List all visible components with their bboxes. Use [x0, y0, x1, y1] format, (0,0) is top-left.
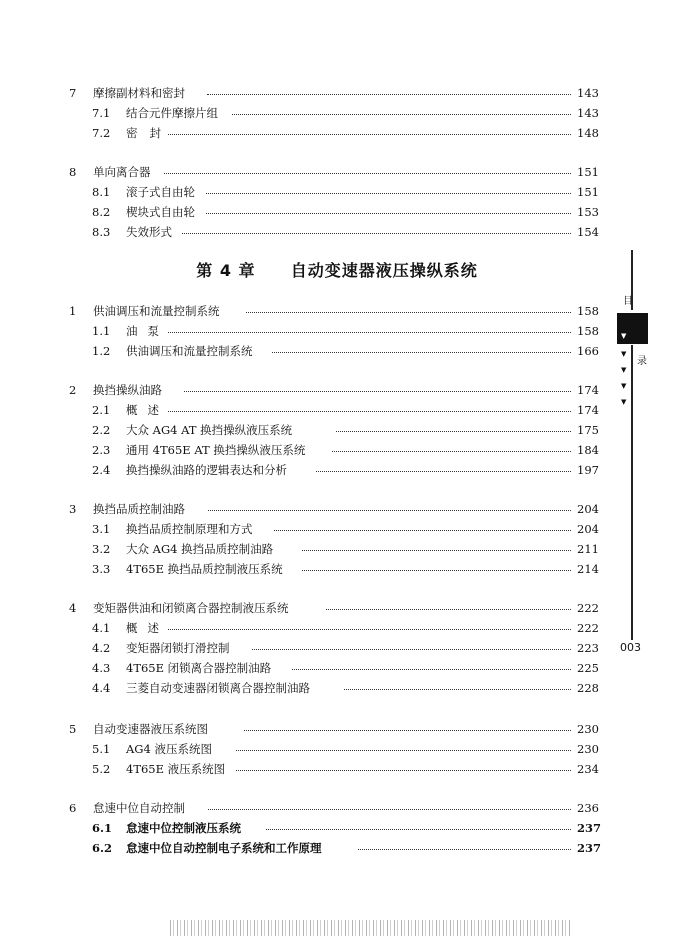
triangle-marker-icon: ▼ [621, 382, 627, 390]
toc-subentry [0, 679, 674, 697]
entry-number: 5 [69, 722, 77, 736]
dot-leader [168, 134, 571, 135]
dot-leader [244, 730, 571, 731]
entry-number: 1.1 [92, 324, 111, 338]
entry-title: 换挡品质控制原理和方式 [126, 522, 253, 536]
toc-subentry [0, 203, 674, 221]
toc-subentry [0, 639, 674, 657]
toc-subentry [0, 322, 674, 340]
entry-number: 8.3 [92, 225, 111, 239]
dot-leader [274, 530, 571, 531]
toc-subentry [0, 760, 674, 778]
entry-number: 4.2 [92, 641, 111, 655]
dot-leader [272, 352, 571, 353]
entry-number: 7 [69, 86, 77, 100]
toc-subentry [0, 540, 674, 558]
toc-entry [0, 381, 674, 399]
entry-title: 怠速中位自动控制 [93, 801, 185, 815]
toc-subentry [0, 839, 674, 857]
entry-number: 4.3 [92, 661, 111, 675]
entry-page: 143 [577, 106, 599, 120]
dot-leader [182, 233, 571, 234]
toc-entry [0, 500, 674, 518]
entry-title: 结合元件摩擦片组 [126, 106, 218, 120]
scan-artifact [170, 920, 570, 936]
entry-number: 3 [69, 502, 77, 516]
entry-title: 单向离合器 [93, 165, 151, 179]
entry-title: 变矩器供油和闭锁离合器控制液压系统 [93, 601, 289, 615]
dot-leader [207, 94, 571, 95]
entry-page: 184 [577, 443, 599, 457]
toc-subentry [0, 441, 674, 459]
dot-leader [168, 629, 571, 630]
dot-leader [168, 332, 571, 333]
dot-leader [184, 391, 571, 392]
entry-page: 223 [577, 641, 599, 655]
entry-page: 230 [577, 722, 599, 736]
entry-number: 6 [69, 801, 77, 815]
toc-entry [0, 599, 674, 617]
toc-subentry [0, 342, 674, 360]
toc-subentry [0, 401, 674, 419]
entry-number: 7.1 [92, 106, 111, 120]
toc-subentry [0, 819, 674, 837]
toc-subentry [0, 421, 674, 439]
entry-title: 概述 [126, 403, 169, 417]
entry-number: 2.1 [92, 403, 111, 417]
triangle-marker-icon: ▼ [621, 366, 627, 374]
entry-page: 237 [577, 841, 602, 855]
entry-number: 6.1 [92, 821, 113, 835]
dot-leader [302, 550, 571, 551]
entry-title: AG4 液压系统图 [126, 742, 212, 756]
entry-number: 4 [69, 601, 77, 615]
entry-page: 154 [577, 225, 599, 239]
entry-number: 8.1 [92, 185, 111, 199]
entry-title: 楔块式自由轮 [126, 205, 195, 219]
dot-leader [302, 570, 571, 571]
entry-title: 4T65E 闭锁离合器控制油路 [126, 661, 272, 675]
entry-title: 换挡操纵油路的逻辑表达和分析 [126, 463, 287, 477]
toc-entry [0, 84, 674, 102]
entry-title: 失效形式 [126, 225, 172, 239]
entry-page: 158 [577, 304, 599, 318]
dot-leader [246, 312, 571, 313]
entry-page: 225 [577, 661, 599, 675]
dot-leader [332, 451, 571, 452]
entry-title: 供油调压和流量控制系统 [93, 304, 220, 318]
entry-number: 1.2 [92, 344, 111, 358]
dot-leader [232, 114, 571, 115]
dot-leader [344, 689, 571, 690]
side-rule [631, 345, 633, 640]
dot-leader [206, 193, 571, 194]
entry-number: 8 [69, 165, 77, 179]
entry-page: 204 [577, 502, 599, 516]
entry-number: 4.1 [92, 621, 111, 635]
entry-page: 174 [577, 403, 599, 417]
entry-page: 151 [577, 185, 599, 199]
entry-title: 换挡操纵油路 [93, 383, 162, 397]
entry-title: 概述 [126, 621, 169, 635]
triangle-marker-icon: ▼ [621, 350, 627, 358]
entry-title: 变矩器闭锁打滑控制 [126, 641, 230, 655]
entry-page: 158 [577, 324, 599, 338]
entry-title: 大众 AG4 AT 换挡操纵液压系统 [126, 423, 293, 437]
toc-subentry [0, 560, 674, 578]
entry-number: 2.4 [92, 463, 111, 477]
entry-page: 204 [577, 522, 599, 536]
entry-page: 234 [577, 762, 599, 776]
toc-subentry [0, 659, 674, 677]
entry-page: 143 [577, 86, 599, 100]
entry-number: 1 [69, 304, 77, 318]
chapter-number: 第 4 章 [196, 261, 256, 280]
entry-page: 222 [577, 621, 599, 635]
dot-leader [208, 510, 571, 511]
toc-entry [0, 163, 674, 181]
entry-title: 换挡品质控制油路 [93, 502, 185, 516]
toc-entry [0, 720, 674, 738]
toc-subentry [0, 740, 674, 758]
toc-subentry [0, 223, 674, 241]
entry-number: 2 [69, 383, 77, 397]
entry-page: 148 [577, 126, 599, 140]
entry-number: 4.4 [92, 681, 111, 695]
dot-leader [358, 849, 571, 850]
entry-title: 大众 AG4 换挡品质控制油路 [126, 542, 274, 556]
entry-number: 3.3 [92, 562, 111, 576]
toc-subentry [0, 461, 674, 479]
entry-title: 怠速中位控制液压系统 [126, 821, 241, 835]
dot-leader [168, 411, 571, 412]
entry-title: 4T65E 换挡品质控制液压系统 [126, 562, 283, 576]
toc-entry [0, 302, 674, 320]
entry-page: 230 [577, 742, 599, 756]
dot-leader [236, 750, 571, 751]
side-label-lu: 录 [637, 356, 647, 367]
dot-leader [336, 431, 571, 432]
entry-page: 236 [577, 801, 599, 815]
entry-page: 151 [577, 165, 599, 179]
toc-subentry [0, 520, 674, 538]
entry-title: 油泵 [126, 324, 169, 338]
entry-number: 5.2 [92, 762, 111, 776]
dot-leader [292, 669, 571, 670]
triangle-marker-icon: ▼ [621, 332, 627, 340]
triangle-marker-icon: ▼ [621, 398, 627, 406]
toc-entry [0, 799, 674, 817]
entry-page: 153 [577, 205, 599, 219]
page-number: 003 [620, 641, 641, 654]
entry-title: 供油调压和流量控制系统 [126, 344, 253, 358]
entry-number: 3.2 [92, 542, 111, 556]
dot-leader [266, 829, 571, 830]
entry-number: 8.2 [92, 205, 111, 219]
entry-number: 2.2 [92, 423, 111, 437]
entry-page: 174 [577, 383, 599, 397]
entry-page: 222 [577, 601, 599, 615]
chapter-title: 自动变速器液压操纵系统 [290, 261, 478, 280]
entry-number: 5.1 [92, 742, 111, 756]
toc-subentry [0, 183, 674, 201]
dot-leader [164, 173, 571, 174]
dot-leader [236, 770, 571, 771]
entry-page: 211 [577, 542, 599, 556]
chapter-heading [0, 258, 674, 281]
entry-number: 2.3 [92, 443, 111, 457]
dot-leader [252, 649, 571, 650]
entry-number: 7.2 [92, 126, 111, 140]
entry-page: 175 [577, 423, 599, 437]
entry-number: 3.1 [92, 522, 111, 536]
entry-title: 密封 [126, 126, 173, 140]
entry-page: 197 [577, 463, 599, 477]
entry-title: 自动变速器液压系统图 [93, 722, 208, 736]
side-label-mu: 目 [623, 296, 633, 307]
entry-number: 6.2 [92, 841, 113, 855]
entry-page: 214 [577, 562, 599, 576]
entry-page: 237 [577, 821, 602, 835]
entry-title: 4T65E 液压系统图 [126, 762, 226, 776]
entry-title: 怠速中位自动控制电子系统和工作原理 [126, 841, 322, 855]
toc-subentry [0, 124, 674, 142]
entry-title: 通用 4T65E AT 换挡操纵液压系统 [126, 443, 306, 457]
toc-subentry [0, 104, 674, 122]
dot-leader [208, 809, 571, 810]
entry-page: 228 [577, 681, 599, 695]
dot-leader [326, 609, 571, 610]
toc-subentry [0, 619, 674, 637]
entry-title: 摩擦副材料和密封 [93, 86, 185, 100]
entry-page: 166 [577, 344, 599, 358]
entry-title: 三菱自动变速器闭锁离合器控制油路 [126, 681, 310, 695]
dot-leader [316, 471, 571, 472]
dot-leader [206, 213, 571, 214]
entry-title: 滚子式自由轮 [126, 185, 195, 199]
